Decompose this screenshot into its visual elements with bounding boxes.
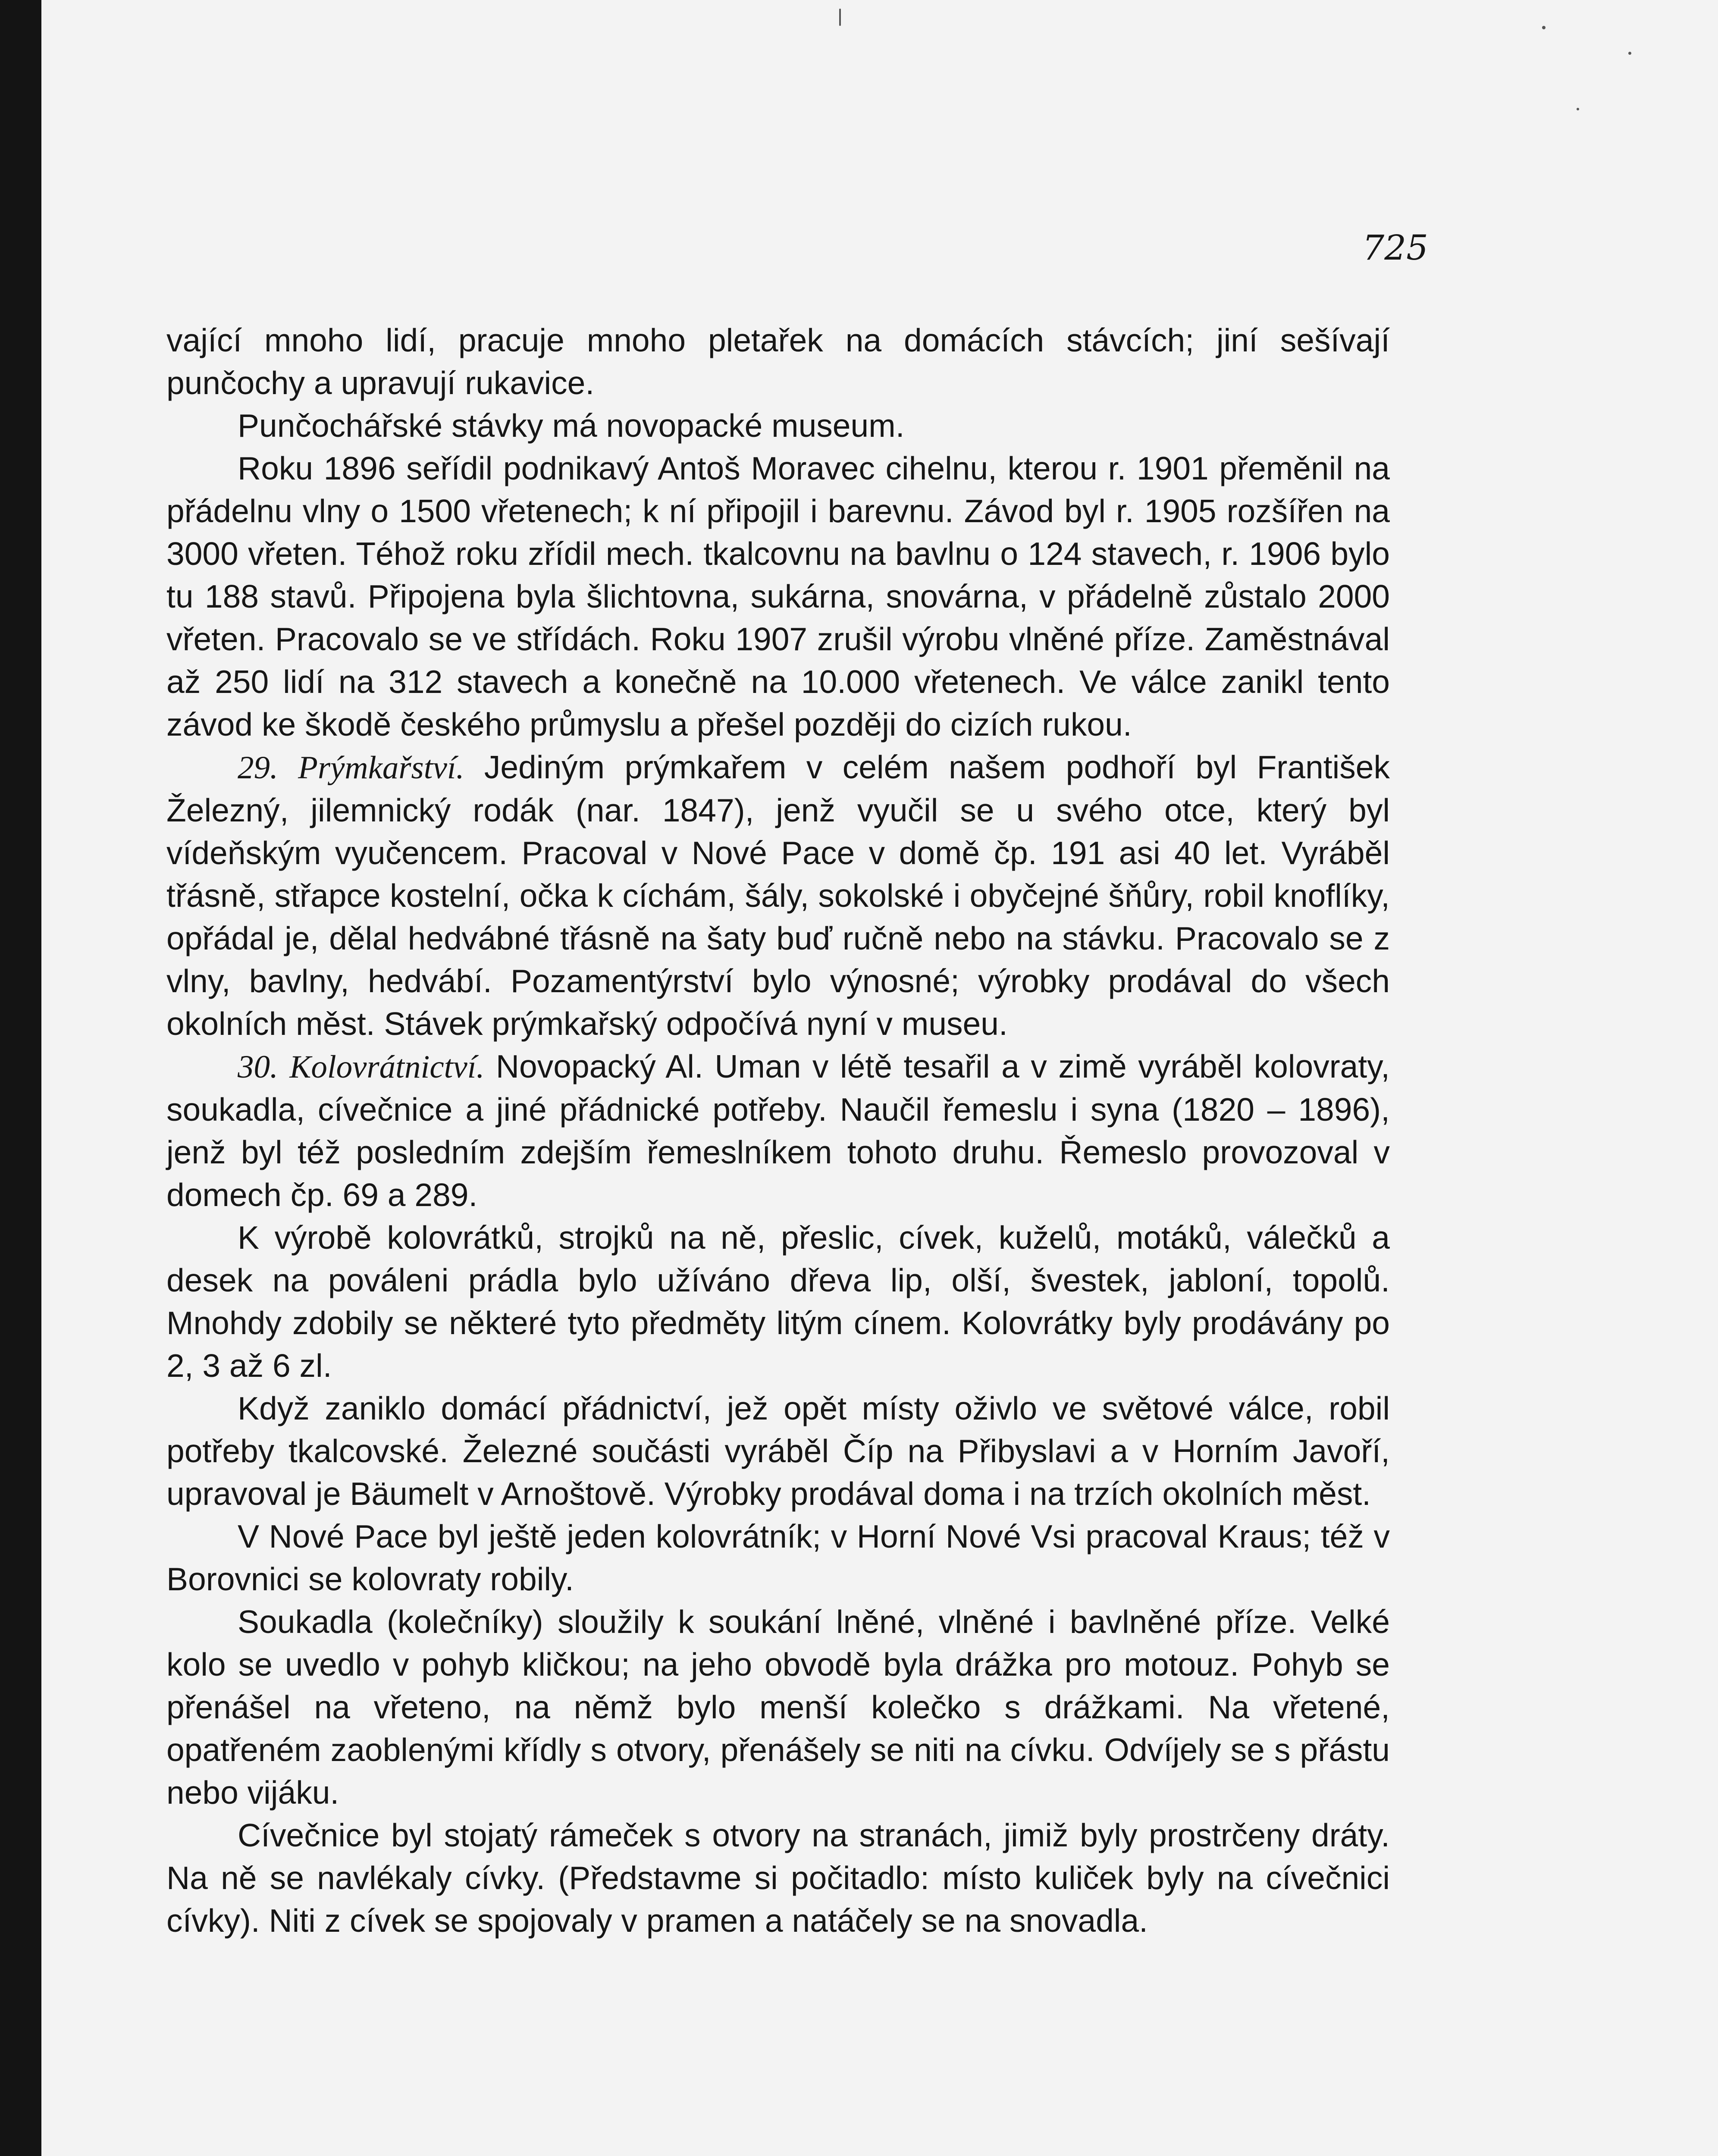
- paragraph-text: Novopacký Al. Uman v létě tesařil a v zimě vyráběl kolovraty, soukadla, cívečnice a jiné přádnické potřeby. Naučil řemeslu i syna (1820 – 1896), jenž byl též posledním zdejším řemeslníkem tohoto druhu. Řemeslo provozoval v domech čp. 69 a 289.: [166, 1048, 1390, 1213]
- section-number: 29.: [238, 750, 278, 786]
- paragraph-text: Punčochářské stávky má novopacké museum.: [238, 407, 905, 444]
- paragraph-text: V Nové Pace byl ještě jeden kolovrátník; v Horní Nové Vsi pracoval Kraus; též v Borovnici se kolovraty robily.: [166, 1518, 1390, 1597]
- scan-speck: [1542, 26, 1546, 29]
- paragraph-text: Soukadla (kolečníky) sloužily k soukání lněné, vlněné i bavlněné příze. Velké kolo se uvedlo v pohyb kličkou; na jeho obvodě byla drážka pro motouz. Pohyb se přenášel na vřeteno, na němž bylo menší kolečko s drážkami. Na vřetené, opatřeném zaoblenými křídly s otvory, přenášely se niti na cívku. Odvíjely se s přástu nebo vijáku.: [166, 1604, 1390, 1811]
- paragraph: [166, 1216, 1390, 1387]
- section-number: 30.: [238, 1049, 278, 1085]
- paragraph: [166, 447, 1390, 746]
- paragraph: [166, 1601, 1390, 1814]
- paragraph-text: Jediným prýmkařem v celém našem podhoří byl František Železný, jilemnický rodák (nar. 1847), jenž vyučil se u svého otce, který byl vídeňským vyučencem. Pracoval v Nové Pace v domě čp. 191 asi 40 let. Vyráběl třásně, střapce kostelní, očka k cíchám, šály, sokolské i obyčejné šňůry, robil knoflíky, opřádal je, dělal hedvábné třásně na šaty buď ručně nebo na stávku. Pracovalo se z vlny, bavlny, hedvábí. Pozamentýrství bylo výnosné; výrobky prodával do všech okolních měst. Stávek prýmkařský odpočívá nyní v museu.: [166, 749, 1390, 1042]
- section-paragraph: [166, 746, 1390, 1045]
- page-number: 725: [1362, 228, 1428, 268]
- paragraph-text: Když zaniklo domácí přádnictví, jež opět místy oživlo ve světové válce, robil potřeby tkalcovské. Železné součásti vyráběl Číp na Přibyslavi a v Horním Javoří, upravoval je Bäumelt v Arnoštově. Výrobky prodával doma i na trzích okolních měst.: [166, 1390, 1390, 1512]
- paragraph-text: vající mnoho lidí, pracuje mnoho pletařek na domácích stávcích; jiní sešívají punčochy a upravují rukavice.: [166, 322, 1390, 401]
- scan-speck: [1628, 52, 1631, 55]
- body-text: [166, 319, 1390, 1942]
- section-title: Kolovrátnictví.: [289, 1049, 485, 1085]
- scan-speck: [1577, 108, 1579, 110]
- paragraph: [166, 1814, 1390, 1942]
- paragraph: [166, 404, 1390, 447]
- scan-speck: [839, 9, 841, 26]
- paragraph: [166, 1515, 1390, 1601]
- paragraph-text: Roku 1896 seřídil podnikavý Antoš Moravec cihelnu, kterou r. 1901 přeměnil na přádelnu vlny o 1500 vřetenech; k ní připojil i barevnu. Závod byl r. 1905 rozšířen na 3000 vřeten. Téhož roku zřídil mech. tkalcovnu na bavlnu o 124 stavech, r. 1906 bylo tu 188 stavů. Připojena byla šlichtovna, sukárna, snovárna, v přádelně zůstalo 2000 vřeten. Pracovalo se ve střídách. Roku 1907 zrušil výrobu vlněné příze. Zaměstnával až 250 lidí na 312 stavech a konečně na 10.000 vřetenech. Ve válce zanikl tento závod ke škodě českého průmyslu a přešel později do cizích rukou.: [166, 450, 1390, 743]
- section-title: Prýmkařství.: [298, 750, 464, 786]
- section-paragraph: [166, 1045, 1390, 1216]
- paragraph-text: Cívečnice byl stojatý rámeček s otvory na stranách, jimiž byly prostrčeny dráty. Na ně se navlékaly cívky. (Představme si počitadlo: místo kuliček byly na cívečnici cívky). Niti z cívek se spojovaly v pramen a natáčely se na snovadla.: [166, 1817, 1390, 1939]
- document-page: [41, 0, 1718, 2156]
- paragraph: [166, 319, 1390, 404]
- paragraph-text: K výrobě kolovrátků, strojků na ně, přeslic, cívek, kuželů, motáků, válečků a desek na pováleni prádla bylo užíváno dřeva lip, olší, švestek, jabloní, topolů. Mnohdy zdobily se některé tyto předměty litým cínem. Kolovrátky byly prodávány po 2, 3 až 6 zl.: [166, 1219, 1390, 1384]
- paragraph: [166, 1387, 1390, 1515]
